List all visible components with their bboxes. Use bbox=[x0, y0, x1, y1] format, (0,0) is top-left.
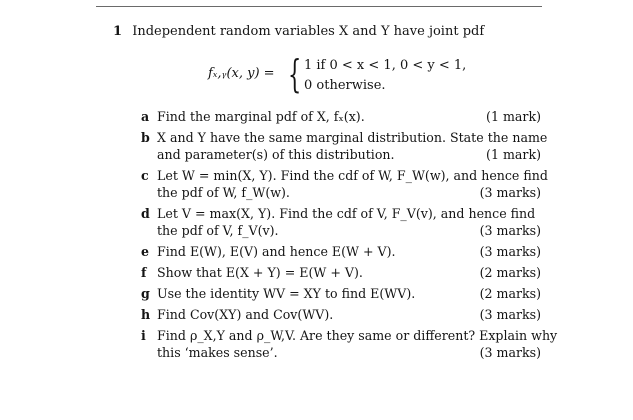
cases-brace: { bbox=[288, 52, 302, 96]
part-text-line: Find ρ_X,Y and ρ_W,V. Are they same or different? Explain why bbox=[157, 328, 558, 343]
question-part-a bbox=[141, 108, 541, 125]
question-part-c bbox=[141, 167, 548, 201]
part-marks: (3 marks) bbox=[479, 307, 541, 322]
question-heading bbox=[113, 24, 484, 39]
part-text-line: Let W = min(X, Y). Find the cdf of W, F_W(w), and hence find bbox=[157, 168, 548, 183]
part-letter: e bbox=[141, 244, 150, 259]
part-marks: (1 mark) bbox=[486, 109, 541, 124]
question-part-h bbox=[141, 306, 541, 323]
part-text bbox=[157, 129, 548, 163]
part-text bbox=[157, 108, 541, 125]
pdf-case-2: 0 otherwise. bbox=[304, 78, 386, 93]
part-marks: (2 marks) bbox=[479, 286, 541, 301]
part-text-line: this ‘makes sense’. bbox=[157, 345, 278, 360]
part-text-line: Use the identity WV = XY to find E(WV). bbox=[157, 286, 416, 301]
part-marks: (3 marks) bbox=[479, 185, 541, 200]
part-text-line: the pdf of W, f_W(w). bbox=[157, 185, 290, 200]
part-letter: a bbox=[141, 109, 150, 124]
pdf-case-1: 1 if 0 < x < 1, 0 < y < 1, bbox=[304, 58, 467, 73]
part-letter: i bbox=[141, 328, 146, 343]
part-letter: b bbox=[141, 130, 150, 145]
part-text-line: the pdf of V, f_V(v). bbox=[157, 223, 279, 238]
top-rule bbox=[96, 6, 542, 7]
question-part-e bbox=[141, 243, 541, 260]
part-marks: (2 marks) bbox=[479, 265, 541, 280]
part-letter: g bbox=[141, 286, 150, 301]
question-parts-list bbox=[141, 108, 558, 365]
question-part-b bbox=[141, 129, 548, 163]
part-marks: (3 marks) bbox=[479, 244, 541, 259]
part-text-line: and parameter(s) of this distribution. bbox=[157, 147, 395, 162]
part-marks: (3 marks) bbox=[479, 345, 541, 360]
question-part-i bbox=[141, 327, 558, 361]
part-text-line: Show that E(X + Y) = E(W + V). bbox=[157, 265, 363, 280]
question-part-g bbox=[141, 285, 541, 302]
part-letter: f bbox=[141, 265, 147, 280]
part-marks: (1 mark) bbox=[486, 147, 541, 162]
part-letter: d bbox=[141, 206, 150, 221]
part-text-line: Find Cov(XY) and Cov(WV). bbox=[157, 307, 334, 322]
question-number: 1 bbox=[113, 24, 123, 39]
question-part-f bbox=[141, 264, 541, 281]
question-part-d bbox=[141, 205, 541, 239]
question-title: Independent random variables X and Y have joint pdf bbox=[132, 24, 485, 39]
part-text-line: Find the marginal pdf of X, fₓ(x). bbox=[157, 109, 365, 124]
part-text-line: X and Y have the same marginal distribution. State the name bbox=[157, 130, 548, 145]
part-text-line: Find E(W), E(V) and hence E(W + V). bbox=[157, 244, 396, 259]
part-letter: h bbox=[141, 307, 151, 322]
pdf-lhs: fₓ,ᵧ(x, y) = bbox=[208, 66, 275, 81]
part-text-line: Let V = max(X, Y). Find the cdf of V, F_V(v), and hence find bbox=[157, 206, 536, 221]
part-letter: c bbox=[141, 168, 149, 183]
part-marks: (3 marks) bbox=[479, 223, 541, 238]
